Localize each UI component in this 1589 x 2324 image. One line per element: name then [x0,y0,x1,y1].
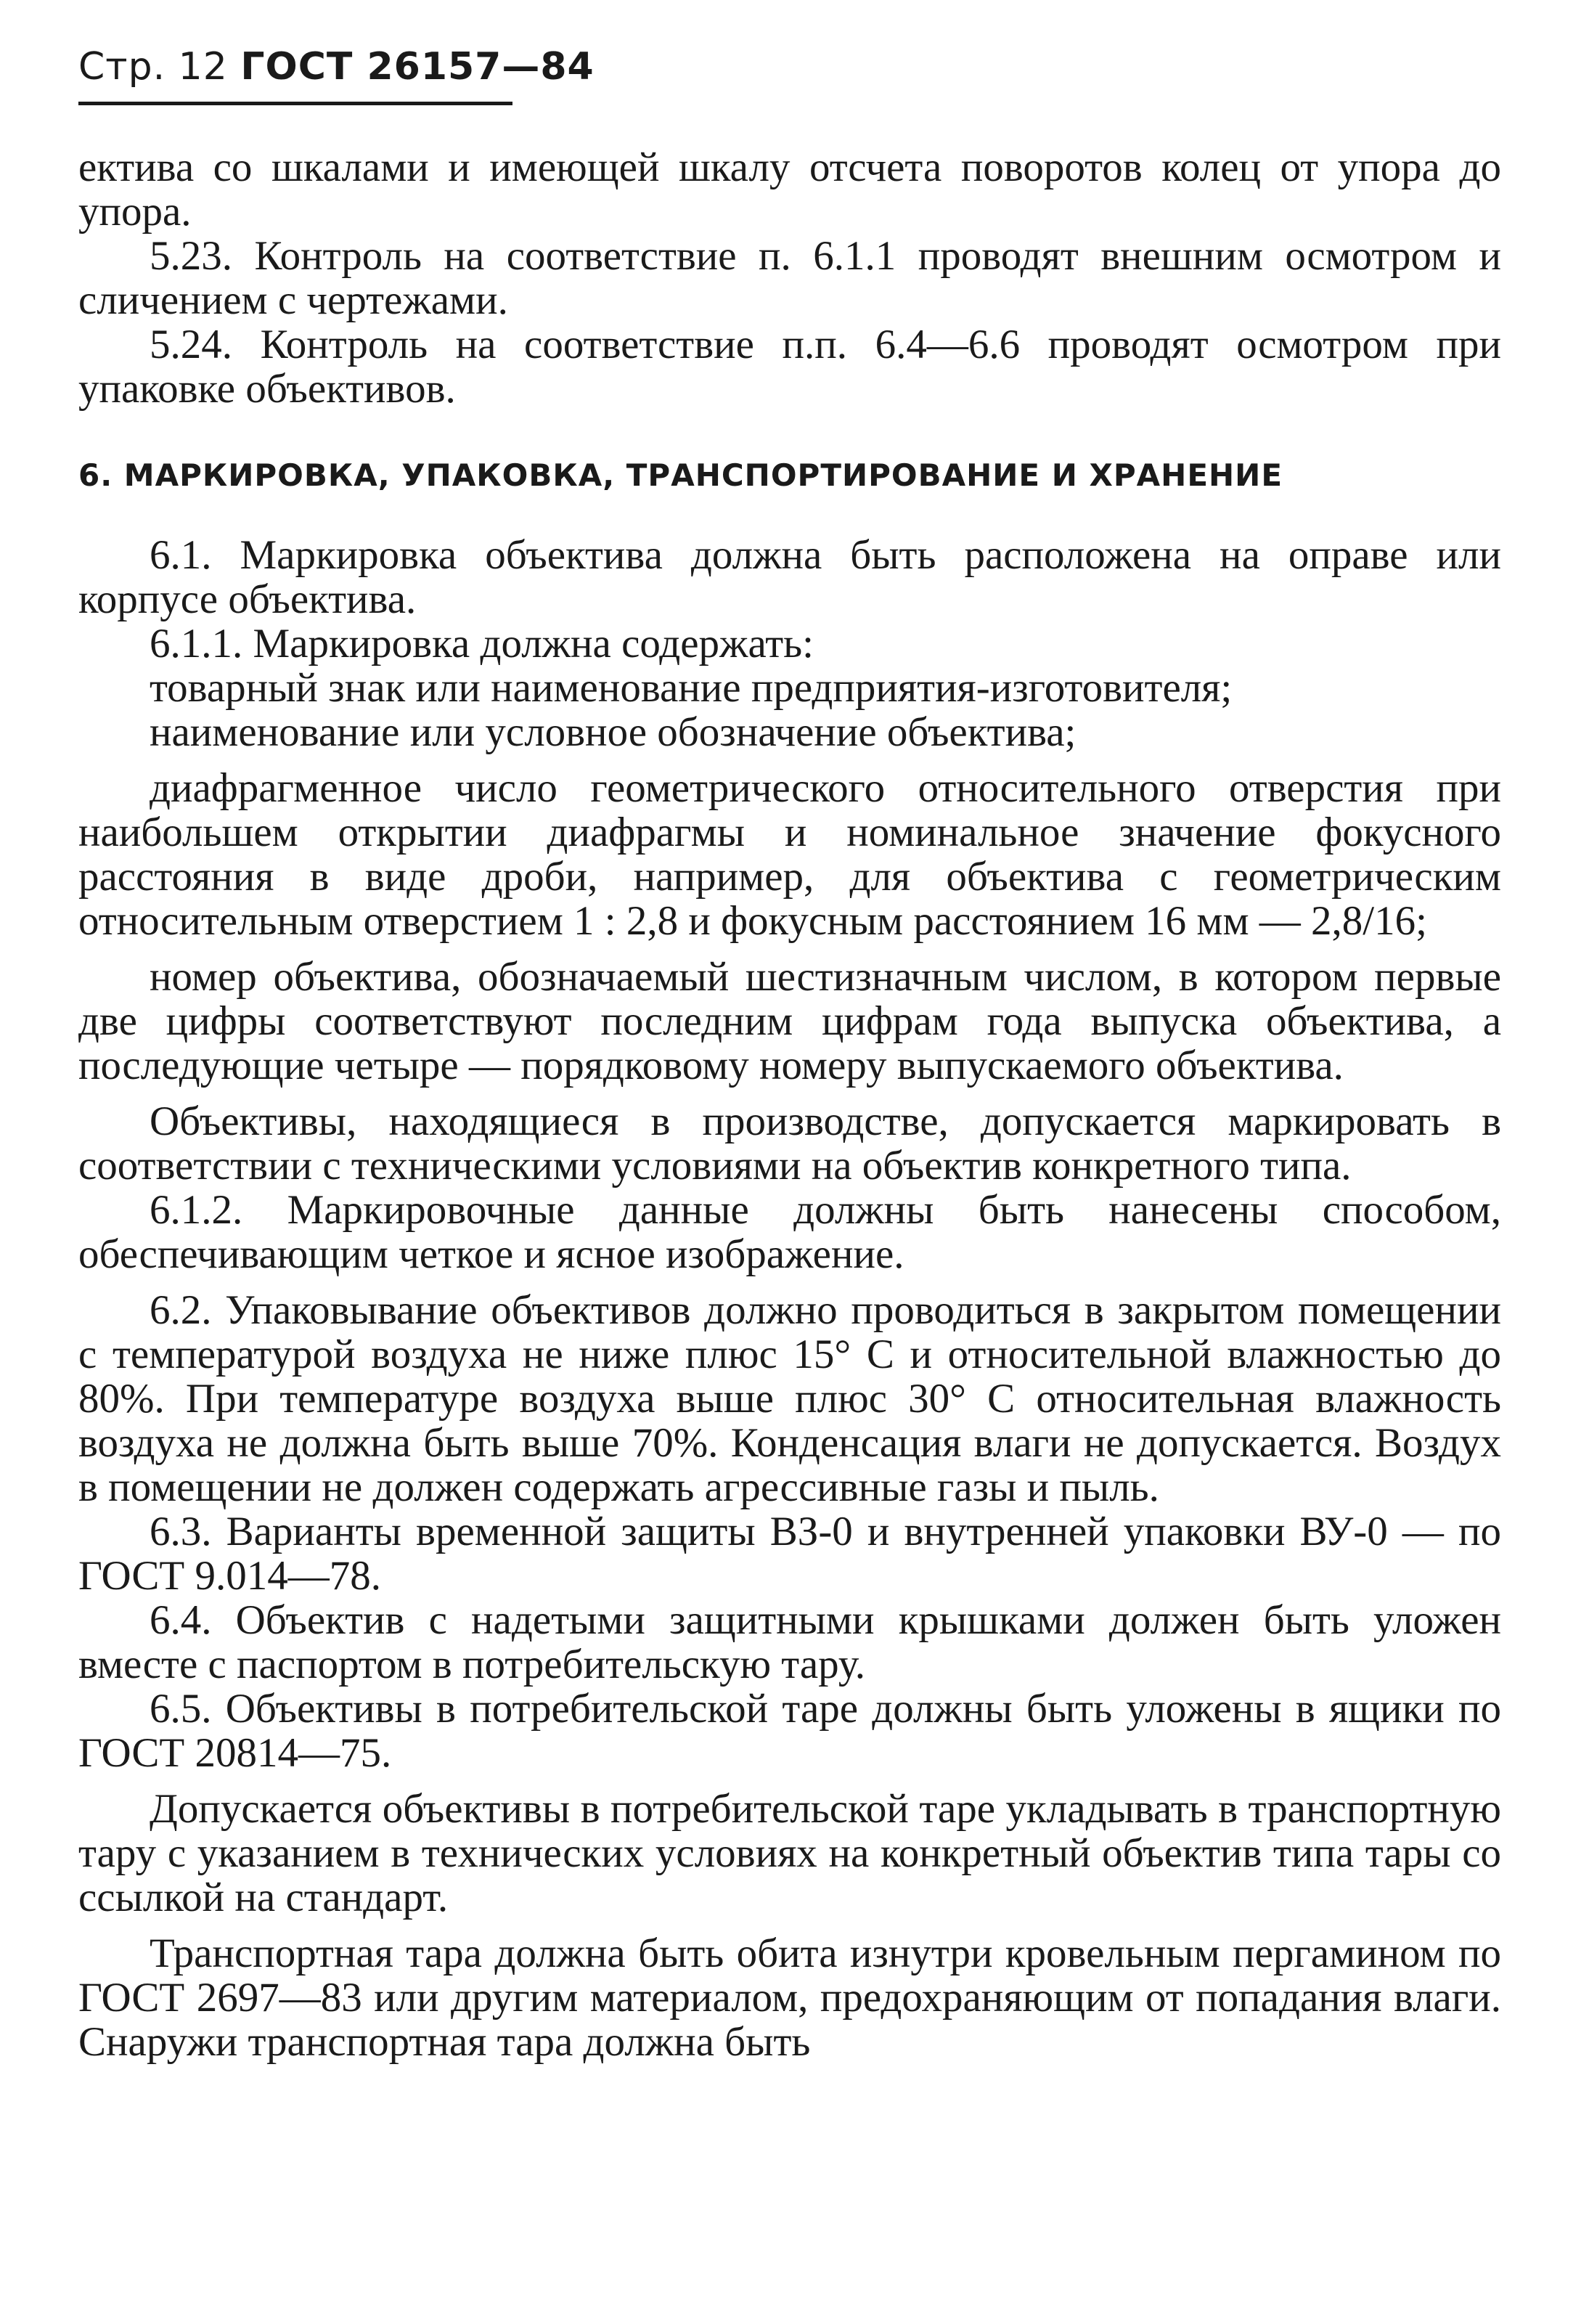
marking-item-trademark: товарный знак или наименование предприятия-изготовителя; [150,665,1233,711]
paragraph-production: Объективы, находящиеся в производстве, допускается маркировать в соответствии с техническими условиями на объектив конкретного типа. [78,1098,1501,1188]
document-body [78,145,1501,2064]
marking-item-aperture: диафрагменное число геометрического относительного отверстия при наибольшем открытии диафрагмы и номинальное значение фокусного расстояния в виде дроби, например, для объектива с геометрическим относительным отверстием 1 : 2,8 и фокусным расстоянием 16 мм — 2,8/16; [78,765,1501,944]
marking-item-name: наименование или условное обозначение объектива; [150,709,1077,755]
paragraph-6-5: 6.5. Объективы в потребительской таре должны быть уложены в ящики по ГОСТ 20814—75. [78,1686,1501,1776]
paragraph-5-24: 5.24. Контроль на соответствие п.п. 6.4—6.6 проводят осмотром при упаковке объективов. [78,322,1501,412]
paragraph-6-1-2: 6.1.2. Маркировочные данные должны быть нанесены способом, обеспечивающим четкое и ясное изображение. [78,1187,1501,1277]
page-number: Стр. 12 [78,45,228,89]
paragraph-continued: ектива со шкалами и имеющей шкалу отсчета поворотов колец от упора до упора. [78,144,1501,235]
paragraph-6-2: 6.2. Упаковывание объективов должно проводиться в закрытом помещении с температурой воздуха не ниже плюс 15° С и относительной влажностью до 80%. При температуре воздуха выше плюс 30° С относительная влажность воздуха не должна быть выше 70%. Конденсация влаги не допускается. Воздух в помещении не должен содержать агрессивные газы и пыль. [78,1287,1501,1510]
paragraph-6-3: 6.3. Варианты временной защиты ВЗ-0 и внутренней упаковки ВУ-0 — по ГОСТ 9.014—78. [78,1509,1501,1599]
section-title: 6. МАРКИРОВКА, УПАКОВКА, ТРАНСПОРТИРОВАНИЕ И ХРАНЕНИЕ [78,457,1283,493]
paragraph-6-1-1: 6.1.1. Маркировка должна содержать: [150,621,814,666]
standard-number: ГОСТ 26157—84 [240,45,595,89]
paragraph-6-1: 6.1. Маркировка объектива должна быть расположена на оправе или корпусе объектива. [78,532,1501,622]
paragraph-5-23: 5.23. Контроль на соответствие п. 6.1.1 проводят внешним осмотром и сличением с чертежами. [78,233,1501,323]
paragraph-6-4: 6.4. Объектив с надетыми защитными крышками должен быть уложен вместе с паспортом в потребительскую тару. [78,1597,1501,1687]
page-header [78,45,595,89]
marking-item-number: номер объектива, обозначаемый шестизначным числом, в котором первые две цифры соответствуют последним цифрам года выпуска объектива, а последующие четыре — порядковому номеру выпускаемого объектива. [78,954,1501,1088]
paragraph-tare-lining: Транспортная тара должна быть обита изнутри кровельным пергамином по ГОСТ 2697—83 или другим материалом, предохраняющим от попадания влаги. Снаружи транспортная тара должна быть [78,1930,1501,2065]
paragraph-transport-tare: Допускается объективы в потребительской таре укладывать в транспортную тару с указанием в технических условиях на конкретный объектив типа тары со ссылкой на стандарт. [78,1786,1501,1920]
header-rule [78,102,512,105]
